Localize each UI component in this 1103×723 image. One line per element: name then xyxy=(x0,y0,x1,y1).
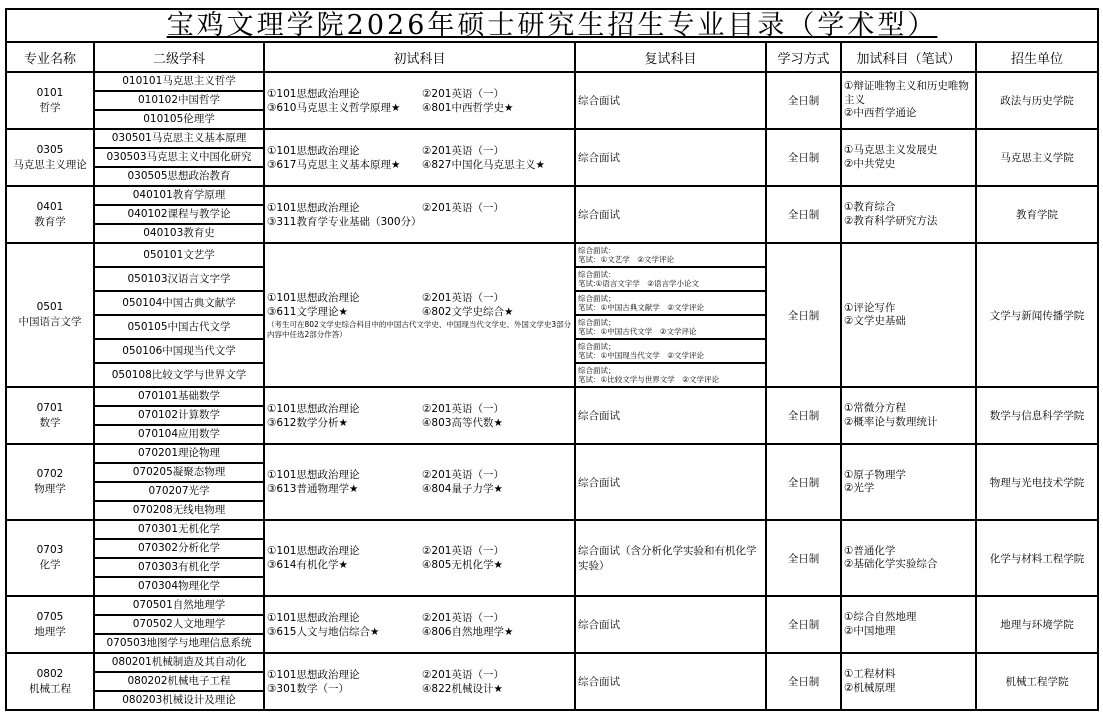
retest-written-line: 笔试：①中国古代文学 ②文学评论 xyxy=(578,327,697,336)
table-row xyxy=(6,520,1098,539)
retest-line: 综合面试： xyxy=(578,269,616,279)
retest-line: 综合面试； xyxy=(578,341,616,351)
major-code: 0701 xyxy=(36,401,64,414)
subdiscipline-cell: 070304物理化学 xyxy=(94,577,264,596)
retest-cell: 综合面试（含分析化学实验和有机化学实验） xyxy=(575,520,766,596)
subdiscipline-cell: 070208无线电物理 xyxy=(94,501,264,520)
additional-subject-2: ②概率论与数理统计 xyxy=(844,415,938,428)
exam-subject-1: ①101思想政治理论 xyxy=(267,144,360,157)
retest-cell: 综合面试 xyxy=(575,72,766,129)
exam-subject-2: ②201英语（一） xyxy=(422,402,504,415)
table-row xyxy=(6,387,1098,406)
exam-subject-3: ③610马克思主义哲学原理★ xyxy=(267,101,401,114)
page-title: 宝鸡文理学院2026年硕士研究生招生专业目录（学术型） xyxy=(6,9,1098,42)
subdiscipline-cell: 030505思想政治教育 xyxy=(94,167,264,186)
table-row xyxy=(6,129,1098,148)
additional-exam-cell xyxy=(841,243,976,387)
subdiscipline-cell: 070104应用数学 xyxy=(94,425,264,444)
subdiscipline-cell: 030501马克思主义基本原理 xyxy=(94,129,264,148)
additional-subject-2: ②中国地理 xyxy=(844,624,896,637)
initial-exam-cell xyxy=(264,72,575,129)
subdiscipline-cell: 070501自然地理学 xyxy=(94,596,264,615)
major-code: 0802 xyxy=(36,667,64,680)
major-code: 0305 xyxy=(36,143,64,156)
exam-subject-4: ④806自然地理学★ xyxy=(422,625,514,638)
retest-cell: 综合面试 xyxy=(575,596,766,653)
exam-subject-3: ③311教育学专业基础（300分） xyxy=(267,215,422,228)
retest-cell: 综合面试 xyxy=(575,444,766,520)
major-cell xyxy=(6,596,94,653)
major-name: 马克思主义理论 xyxy=(13,158,87,171)
additional-subject-1: ①辩证唯物主义和历史唯物主义 xyxy=(844,80,969,106)
unit-cell: 教育学院 xyxy=(976,186,1098,243)
exam-subject-3: ③617马克思主义基本原理★ xyxy=(267,158,401,171)
header-retest: 复试科目 xyxy=(575,42,766,72)
study-mode-cell: 全日制 xyxy=(766,72,841,129)
additional-exam-cell xyxy=(841,72,976,129)
subdiscipline-cell: 050105中国古代文学 xyxy=(94,315,264,339)
exam-subject-2: ②201英语（一） xyxy=(422,201,504,214)
additional-subject-1: ①原子物理学 xyxy=(844,468,906,481)
table-row xyxy=(6,243,1098,267)
major-cell xyxy=(6,444,94,520)
header-row xyxy=(6,42,1098,72)
initial-exam-cell xyxy=(264,387,575,444)
subdiscipline-cell: 050106中国现当代文学 xyxy=(94,339,264,363)
initial-exam-cell xyxy=(264,596,575,653)
header-major: 专业名称 xyxy=(6,42,94,72)
additional-exam-cell xyxy=(841,520,976,596)
initial-exam-cell xyxy=(264,129,575,186)
retest-line: 综合面试； xyxy=(578,365,616,375)
study-mode-cell: 全日制 xyxy=(766,653,841,710)
major-cell xyxy=(6,520,94,596)
unit-cell: 数学与信息科学学院 xyxy=(976,387,1098,444)
major-name: 中国语言文学 xyxy=(18,316,82,328)
additional-exam-cell xyxy=(841,387,976,444)
subdiscipline-cell: 080201机械制造及其自动化 xyxy=(94,653,264,672)
exam-subject-4: ④801中西哲学史★ xyxy=(422,101,514,114)
catalog-sheet xyxy=(5,8,1097,711)
exam-subject-1: ①101思想政治理论 xyxy=(267,402,360,415)
subdiscipline-cell: 050103汉语言文字学 xyxy=(94,267,264,291)
retest-cell: 综合面试 xyxy=(575,387,766,444)
retest-cell xyxy=(575,291,766,315)
exam-subject-3: ③301数学（一） xyxy=(267,682,349,695)
additional-subject-2: ②教育科学研究方法 xyxy=(844,214,938,227)
additional-subject-2: ②光学 xyxy=(844,482,875,494)
subdiscipline-cell: 070502人文地理学 xyxy=(94,615,264,634)
unit-cell: 马克思主义学院 xyxy=(976,129,1098,186)
unit-cell: 政法与历史学院 xyxy=(976,72,1098,129)
subdiscipline-cell: 050108比较文学与世界文学 xyxy=(94,363,264,387)
major-code: 0401 xyxy=(36,200,64,213)
retest-cell xyxy=(575,363,766,387)
unit-cell: 地理与环境学院 xyxy=(976,596,1098,653)
additional-subject-2: ②机械原理 xyxy=(844,681,896,694)
exam-subject-4: ④804量子力学★ xyxy=(422,483,503,495)
retest-written-line: 笔试：①文艺学 ②文学评论 xyxy=(578,255,674,264)
additional-subject-2: ②文学史基础 xyxy=(844,315,906,327)
retest-cell: 综合面试 xyxy=(575,186,766,243)
exam-subject-1: ①101思想政治理论 xyxy=(267,668,360,681)
retest-cell: 综合面试 xyxy=(575,653,766,710)
table-row xyxy=(6,653,1098,672)
subdiscipline-cell: 050104中国古典文献学 xyxy=(94,291,264,315)
subdiscipline-cell: 080203机械设计及理论 xyxy=(94,691,264,710)
header-unit: 招生单位 xyxy=(976,42,1098,72)
retest-line: 综合面试； xyxy=(578,293,616,303)
exam-subject-4: ④805无机化学★ xyxy=(422,559,503,571)
additional-exam-cell xyxy=(841,596,976,653)
major-code: 0705 xyxy=(36,610,64,623)
subdiscipline-cell: 070302分析化学 xyxy=(94,539,264,558)
subdiscipline-cell: 040102课程与教学论 xyxy=(94,205,264,224)
study-mode-cell: 全日制 xyxy=(766,243,841,387)
subdiscipline-cell: 010102中国哲学 xyxy=(94,91,264,110)
additional-exam-cell xyxy=(841,444,976,520)
subdiscipline-cell: 040101教育学原理 xyxy=(94,186,264,205)
major-code: 0501 xyxy=(36,301,64,313)
major-cell xyxy=(6,72,94,129)
study-mode-cell: 全日制 xyxy=(766,596,841,653)
initial-exam-cell xyxy=(264,520,575,596)
additional-exam-cell xyxy=(841,129,976,186)
additional-subject-1: ①常微分方程 xyxy=(844,402,906,414)
subdiscipline-cell: 040103教育史 xyxy=(94,224,264,243)
subdiscipline-cell: 070102计算数学 xyxy=(94,406,264,425)
retest-line: 综合面试； xyxy=(578,317,616,327)
subdiscipline-cell: 010101马克思主义哲学 xyxy=(94,72,264,91)
subdiscipline-cell: 070503地图学与地理信息系统 xyxy=(94,634,264,653)
exam-note: （考生可在802文学史综合科目中的中国古代文学史、中国现当代文学史、外国文学史3部分内容中任选2部分作答） xyxy=(267,319,572,339)
retest-cell xyxy=(575,243,766,267)
table-row xyxy=(6,186,1098,205)
initial-exam-cell xyxy=(264,653,575,710)
header-study-mode: 学习方式 xyxy=(766,42,841,72)
major-cell xyxy=(6,129,94,186)
table-row xyxy=(6,72,1098,91)
exam-subject-1: ①101思想政治理论 xyxy=(267,545,360,557)
subdiscipline-cell: 070207光学 xyxy=(94,482,264,501)
major-code: 0101 xyxy=(36,86,64,99)
table-row xyxy=(6,444,1098,463)
initial-exam-cell xyxy=(264,243,575,387)
additional-exam-cell xyxy=(841,653,976,710)
exam-subject-2: ②201英语（一） xyxy=(422,87,504,100)
exam-subject-3: ③614有机化学★ xyxy=(267,559,348,571)
major-cell xyxy=(6,243,94,387)
major-code: 0702 xyxy=(36,468,64,480)
additional-subject-2: ②基础化学实验综合 xyxy=(844,558,938,570)
retest-written-line: 笔试:①语言文字学 ②语言学小论文 xyxy=(578,279,699,288)
subdiscipline-cell: 050101文艺学 xyxy=(94,243,264,267)
unit-cell: 化学与材料工程学院 xyxy=(976,520,1098,596)
major-cell xyxy=(6,653,94,710)
study-mode-cell: 全日制 xyxy=(766,186,841,243)
additional-subject-1: ①综合自然地理 xyxy=(844,611,917,623)
exam-subject-4: ④822机械设计★ xyxy=(422,682,503,695)
major-name: 教育学 xyxy=(34,215,66,228)
retest-cell xyxy=(575,339,766,363)
study-mode-cell: 全日制 xyxy=(766,444,841,520)
major-name: 地理学 xyxy=(34,625,66,638)
additional-subject-1: ①普通化学 xyxy=(844,544,896,557)
exam-subject-2: ②201英语（一） xyxy=(422,144,504,157)
exam-subject-3: ③612数学分析★ xyxy=(267,416,348,429)
exam-subject-1: ①101思想政治理论 xyxy=(267,469,360,481)
exam-subject-3: ③615人文与地信综合★ xyxy=(267,625,380,638)
subdiscipline-cell: 070301无机化学 xyxy=(94,520,264,539)
subdiscipline-cell: 080202机械电子工程 xyxy=(94,672,264,691)
retest-cell xyxy=(575,315,766,339)
retest-written-line: 笔试：①比较文学与世界文学 ②文学评论 xyxy=(578,375,719,384)
exam-subject-4: ④803高等代数★ xyxy=(422,416,503,429)
additional-exam-cell xyxy=(841,186,976,243)
study-mode-cell: 全日制 xyxy=(766,387,841,444)
exam-subject-2: ②201英语（一） xyxy=(422,668,504,681)
catalog-table xyxy=(5,8,1099,711)
subdiscipline-cell: 070101基础数学 xyxy=(94,387,264,406)
exam-subject-3: ③611文学理论★ xyxy=(267,305,348,318)
retest-written-line: 笔试：①中国古典文献学 ②文学评论 xyxy=(578,303,704,312)
retest-written-line: 笔试：①中国现当代文学 ②文学评论 xyxy=(578,351,704,360)
unit-cell: 文学与新闻传播学院 xyxy=(976,243,1098,387)
additional-subject-2: ②中西哲学通论 xyxy=(844,107,917,120)
exam-subject-1: ①101思想政治理论 xyxy=(267,291,360,304)
study-mode-cell: 全日制 xyxy=(766,129,841,186)
exam-subject-4: ④802文学史综合★ xyxy=(422,305,514,318)
header-additional: 加试科目（笔试） xyxy=(841,42,976,72)
additional-subject-2: ②中共党史 xyxy=(844,157,896,170)
major-cell xyxy=(6,387,94,444)
exam-subject-1: ①101思想政治理论 xyxy=(267,611,360,624)
unit-cell: 物理与光电技术学院 xyxy=(976,444,1098,520)
exam-subject-2: ②201英语（一） xyxy=(422,611,504,624)
retest-line: 综合面试： xyxy=(578,245,616,255)
additional-subject-1: ①评论写作 xyxy=(844,301,896,314)
major-name: 物理学 xyxy=(34,483,66,495)
initial-exam-cell xyxy=(264,444,575,520)
additional-subject-1: ①工程材料 xyxy=(844,668,896,680)
major-code: 0703 xyxy=(36,544,64,556)
exam-subject-1: ①101思想政治理论 xyxy=(267,201,360,214)
subdiscipline-cell: 010105伦理学 xyxy=(94,110,264,129)
major-name: 机械工程 xyxy=(29,682,71,695)
exam-subject-2: ②201英语（一） xyxy=(422,545,504,557)
major-name: 数学 xyxy=(39,416,61,429)
major-name: 哲学 xyxy=(39,101,61,114)
exam-subject-1: ①101思想政治理论 xyxy=(267,87,360,100)
table-row xyxy=(6,596,1098,615)
major-cell xyxy=(6,186,94,243)
major-name: 化学 xyxy=(39,559,61,571)
additional-subject-1: ①马克思主义发展史 xyxy=(844,144,938,156)
retest-cell: 综合面试 xyxy=(575,129,766,186)
header-subdiscipline: 二级学科 xyxy=(94,42,264,72)
subdiscipline-cell: 070303有机化学 xyxy=(94,558,264,577)
initial-exam-cell xyxy=(264,186,575,243)
exam-subject-3: ③613普通物理学★ xyxy=(267,483,359,495)
header-initial-exam: 初试科目 xyxy=(264,42,575,72)
exam-subject-2: ②201英语（一） xyxy=(422,469,504,481)
subdiscipline-cell: 030503马克思主义中国化研究 xyxy=(94,148,264,167)
exam-subject-2: ②201英语（一） xyxy=(422,291,504,304)
exam-subject-4: ④827中国化马克思主义★ xyxy=(422,158,545,171)
study-mode-cell: 全日制 xyxy=(766,520,841,596)
additional-subject-1: ①教育综合 xyxy=(844,201,896,213)
subdiscipline-cell: 070205凝聚态物理 xyxy=(94,463,264,482)
unit-cell: 机械工程学院 xyxy=(976,653,1098,710)
subdiscipline-cell: 070201理论物理 xyxy=(94,444,264,463)
retest-cell xyxy=(575,267,766,291)
